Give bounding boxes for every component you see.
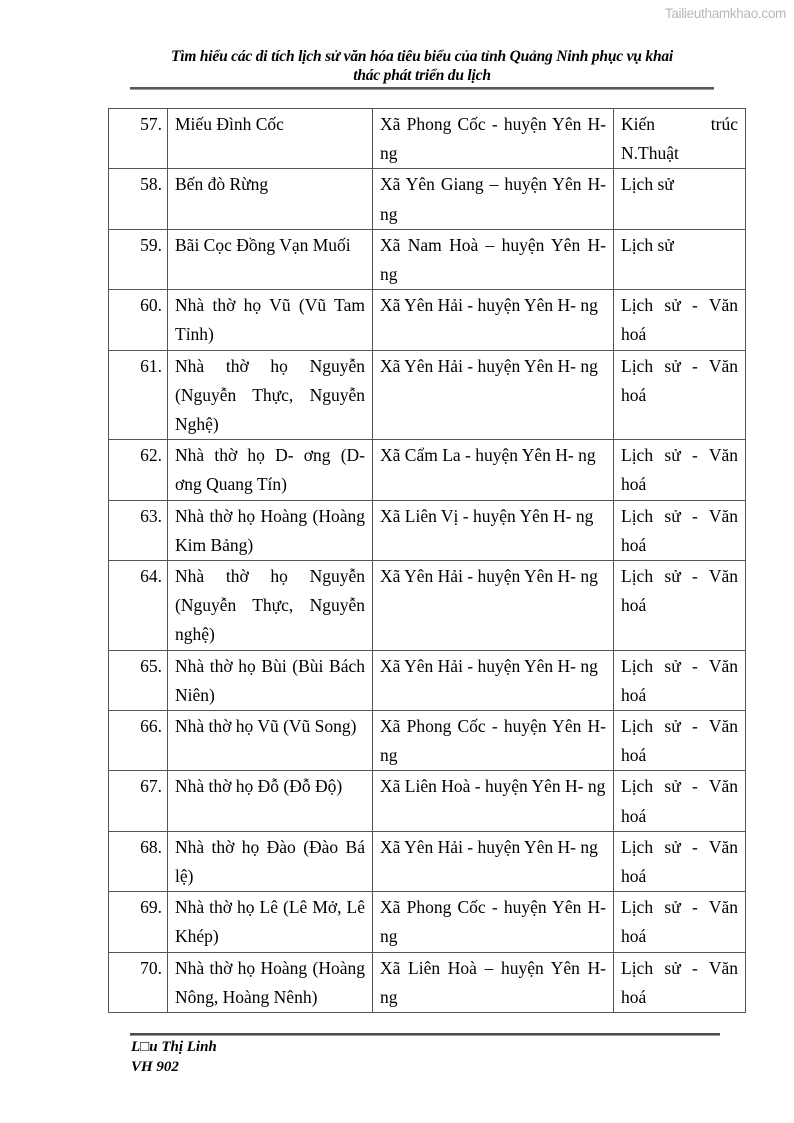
site-type: Kiến trúc N.Thuật bbox=[614, 109, 746, 169]
row-number: 67. bbox=[109, 771, 168, 831]
site-type: Lịch sử bbox=[614, 169, 746, 229]
header-title-line1: Tìm hiểu các di tích lịch sử văn hóa tiêu biểu của tỉnh Quảng Ninh phục vụ khai bbox=[170, 48, 674, 65]
row-number: 70. bbox=[109, 952, 168, 1012]
table-row bbox=[109, 440, 746, 500]
row-number: 63. bbox=[109, 500, 168, 560]
site-name: Nhà thờ họ Đào (Đào Bá lệ) bbox=[168, 831, 373, 891]
table-row bbox=[109, 229, 746, 289]
table-row bbox=[109, 952, 746, 1012]
row-number: 62. bbox=[109, 440, 168, 500]
table-row bbox=[109, 109, 746, 169]
site-type: Lịch sử - Văn hoá bbox=[614, 892, 746, 952]
site-location: Xã Yên Giang – huyện Yên H- ng bbox=[373, 169, 614, 229]
site-name: Nhà thờ họ Nguyễn (Nguyễn Thực, Nguyễn Nghệ) bbox=[168, 350, 373, 440]
site-location: Xã Cẩm La - huyện Yên H- ng bbox=[373, 440, 614, 500]
site-name: Bến đò Rừng bbox=[168, 169, 373, 229]
site-name: Bãi Cọc Đồng Vạn Muối bbox=[168, 229, 373, 289]
site-location: Xã Yên Hải - huyện Yên H- ng bbox=[373, 561, 614, 651]
heritage-sites-table bbox=[108, 108, 746, 1013]
site-location: Xã Phong Cốc - huyện Yên H- ng bbox=[373, 711, 614, 771]
header-title-line2: thác phát triển du lịch bbox=[353, 67, 491, 84]
site-type: Lịch sử - Văn hoá bbox=[614, 561, 746, 651]
table-row bbox=[109, 831, 746, 891]
site-type: Lịch sử bbox=[614, 229, 746, 289]
site-name: Nhà thờ họ Nguyễn (Nguyễn Thực, Nguyễn nghệ) bbox=[168, 561, 373, 651]
table-row bbox=[109, 711, 746, 771]
row-number: 68. bbox=[109, 831, 168, 891]
site-type: Lịch sử - Văn hoá bbox=[614, 952, 746, 1012]
site-location: Xã Phong Cốc - huyện Yên H- ng bbox=[373, 892, 614, 952]
site-name: Nhà thờ họ Hoàng (Hoàng Nông, Hoàng Nênh) bbox=[168, 952, 373, 1012]
site-name: Nhà thờ họ Vũ (Vũ Tam Tỉnh) bbox=[168, 290, 373, 350]
site-type: Lịch sử - Văn hoá bbox=[614, 440, 746, 500]
page-footer bbox=[131, 1038, 217, 1077]
site-location: Xã Yên Hải - huyện Yên H- ng bbox=[373, 350, 614, 440]
site-name: Nhà thờ họ D- ơng (D- ơng Quang Tín) bbox=[168, 440, 373, 500]
site-type: Lịch sử - Văn hoá bbox=[614, 350, 746, 440]
table-row bbox=[109, 771, 746, 831]
site-location: Xã Liên Vị - huyện Yên H- ng bbox=[373, 500, 614, 560]
table-row bbox=[109, 892, 746, 952]
table-row bbox=[109, 290, 746, 350]
site-location: Xã Nam Hoà – huyện Yên H- ng bbox=[373, 229, 614, 289]
site-type: Lịch sử - Văn hoá bbox=[614, 500, 746, 560]
site-type: Lịch sử - Văn hoá bbox=[614, 290, 746, 350]
header-rule bbox=[130, 87, 714, 90]
site-name: Nhà thờ họ Hoàng (Hoàng Kim Bảng) bbox=[168, 500, 373, 560]
footer-class-code: VH 902 bbox=[131, 1058, 179, 1075]
footer-rule bbox=[130, 1033, 720, 1036]
site-location: Xã Yên Hải - huyện Yên H- ng bbox=[373, 290, 614, 350]
row-number: 58. bbox=[109, 169, 168, 229]
table-row bbox=[109, 169, 746, 229]
row-number: 61. bbox=[109, 350, 168, 440]
site-type: Lịch sử - Văn hoá bbox=[614, 771, 746, 831]
site-location: Xã Yên Hải - huyện Yên H- ng bbox=[373, 650, 614, 710]
table-row bbox=[109, 650, 746, 710]
site-location: Xã Liên Hoà - huyện Yên H- ng bbox=[373, 771, 614, 831]
site-location: Xã Liên Hoà – huyện Yên H- ng bbox=[373, 952, 614, 1012]
table-row bbox=[109, 561, 746, 651]
site-type: Lịch sử - Văn hoá bbox=[614, 711, 746, 771]
site-name: Nhà thờ họ Đỗ (Đỗ Độ) bbox=[168, 771, 373, 831]
row-number: 57. bbox=[109, 109, 168, 169]
site-type: Lịch sử - Văn hoá bbox=[614, 650, 746, 710]
watermark: Tailieuthamkhao.com bbox=[664, 6, 786, 21]
table-row bbox=[109, 350, 746, 440]
site-location: Xã Phong Cốc - huyện Yên H- ng bbox=[373, 109, 614, 169]
row-number: 69. bbox=[109, 892, 168, 952]
site-name: Nhà thờ họ Vũ (Vũ Song) bbox=[168, 711, 373, 771]
page-header bbox=[120, 47, 724, 85]
site-type: Lịch sử - Văn hoá bbox=[614, 831, 746, 891]
table-row bbox=[109, 500, 746, 560]
row-number: 64. bbox=[109, 561, 168, 651]
site-name: Nhà thờ họ Lê (Lê Mở, Lê Khép) bbox=[168, 892, 373, 952]
site-name: Miếu Đình Cốc bbox=[168, 109, 373, 169]
row-number: 60. bbox=[109, 290, 168, 350]
site-name: Nhà thờ họ Bùi (Bùi Bách Niên) bbox=[168, 650, 373, 710]
site-location: Xã Yên Hải - huyện Yên H- ng bbox=[373, 831, 614, 891]
footer-author: L□u Thị Linh bbox=[131, 1039, 217, 1055]
row-number: 59. bbox=[109, 229, 168, 289]
row-number: 66. bbox=[109, 711, 168, 771]
row-number: 65. bbox=[109, 650, 168, 710]
